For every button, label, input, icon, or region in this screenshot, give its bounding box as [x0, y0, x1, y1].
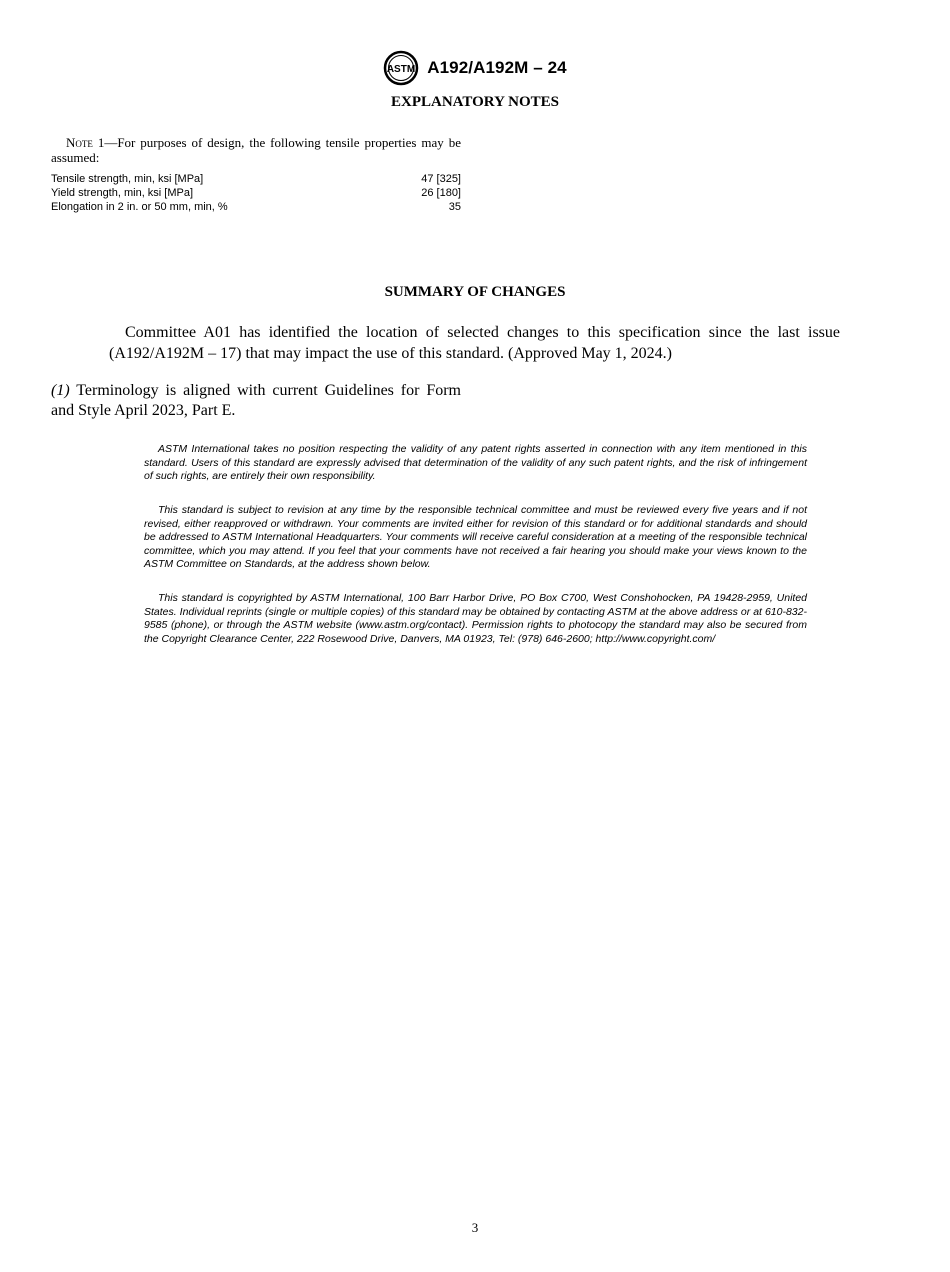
astm-logo-icon — [383, 50, 419, 86]
summary-of-changes-heading: SUMMARY OF CHANGES — [384, 284, 566, 300]
patent-disclaimer: ASTM International takes no position respecting the validity of any patent rights asserted in connection with any item mentioned in this standard. Users of this standard are expressly advised that determination of the validity of any such patent rights, and the risk of infringement of such rights, are entirely their own responsibility. — [144, 443, 807, 482]
copyright-notice: This standard is copyrighted by ASTM International, 100 Barr Harbor Drive, PO Box C700, West Conshohocken, PA 19428-2959, United States. Individual reprints (single or multiple copies) of this standard may be obtained by contacting ASTM at the above address or at 610-832-9585 (phone), or through the ASTM website (www.astm.org/contact). Permission rights to photocopy the standard may also be secured from the Copyright Clearance Center, 222 Rosewood Drive, Danvers, MA 01923, Tel: (978) 646-2600; http://www.copyright.com/ — [144, 592, 807, 645]
change-number: (1) — [51, 382, 70, 399]
page-number: 3 — [471, 1220, 479, 1235]
explanatory-notes-heading: EXPLANATORY NOTES — [391, 94, 559, 110]
property-value: 35 — [448, 201, 461, 213]
property-label: Yield strength, min, ksi [MPa] — [51, 187, 194, 199]
note-text: —For purposes of design, the following tensile properties may be assumed: — [51, 135, 461, 165]
note-1 — [51, 135, 461, 165]
svg-text:ASTM: ASTM — [387, 64, 416, 75]
property-value: 47 [325] — [421, 173, 461, 185]
note-label: Note 1 — [66, 135, 105, 150]
property-label: Elongation in 2 in. or 50 mm, min, % — [51, 201, 228, 213]
tensile-properties-table — [51, 172, 461, 214]
table-row — [51, 186, 461, 200]
table-row — [51, 200, 461, 214]
document-designation: A192/A192M – 24 — [427, 58, 567, 77]
page-header — [0, 50, 950, 86]
change-item — [51, 381, 461, 421]
revision-notice: This standard is subject to revision at any time by the responsible technical committee and must be reviewed every five years and if not revised, either reapproved or withdrawn. Your comments are invited either for revision of this standard or for additional standards and should be addressed to ASTM International Headquarters. Your comments will receive careful consideration at a meeting of the responsible technical committee, which you may attend. If you feel that your comments have not received a fair hearing you should make your views known to the ASTM Committee on Standards, at the address shown below. — [144, 504, 807, 570]
property-value: 26 [180] — [421, 187, 461, 199]
summary-intro-paragraph: Committee A01 has identified the location of selected changes to this specification since the last issue (A192/A192M – 17) that may impact the use of this standard. (Approved May 1, 2024.) — [109, 324, 840, 362]
property-label: Tensile strength, min, ksi [MPa] — [51, 173, 204, 185]
change-text: Terminology is aligned with current Guidelines for Form and Style April 2023, Part E. — [51, 382, 461, 419]
table-row — [51, 172, 461, 186]
